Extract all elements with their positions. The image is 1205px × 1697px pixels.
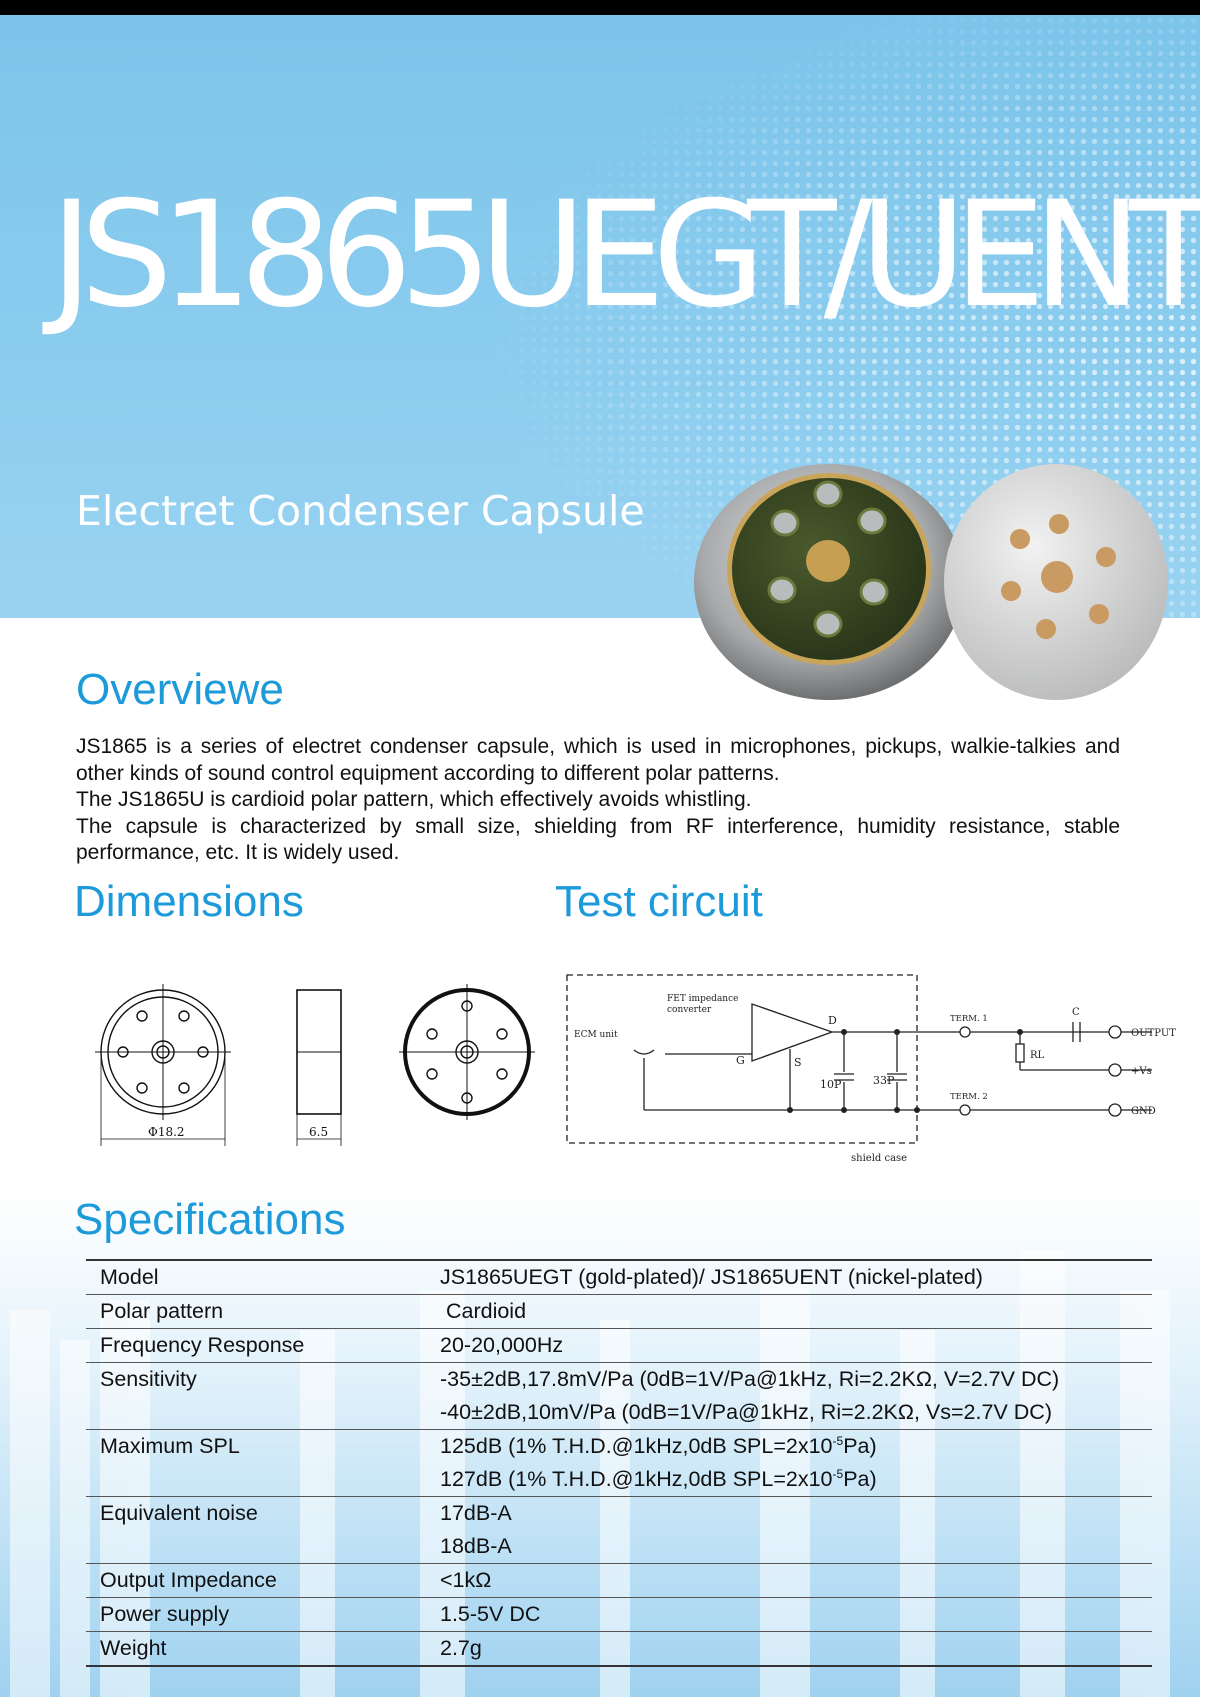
vs-label: +Vs [1131, 1066, 1152, 1077]
table-row [86, 1632, 1152, 1665]
spec-value-line: <1kΩ [440, 1568, 492, 1592]
source-label: S [794, 1056, 802, 1069]
spec-value-line: 17dB-A [440, 1501, 512, 1525]
test-circuit-diagram [560, 964, 1176, 1174]
dimensions-heading: Dimensions [74, 877, 304, 926]
spec-value-line: JS1865UEGT (gold-plated)/ JS1865UENT (nickel-plated) [440, 1265, 983, 1289]
cap-10p-label: 10P [820, 1078, 842, 1091]
spec-value-line: Cardioid [440, 1299, 527, 1323]
overview-paragraph: The capsule is characterized by small size, shielding from RF interference, humidity resistance, stable performance, etc. It is widely used. [76, 814, 1120, 864]
converter-label: converter [667, 1005, 712, 1015]
spl-text: 125dB (1% T.H.D.@1kHz,0dB SPL=2x10 [440, 1434, 833, 1458]
spl-unit: Pa) [843, 1467, 877, 1491]
spec-value-line: 18dB-A [440, 1534, 512, 1558]
shield-label: shield case [851, 1153, 908, 1164]
spec-value [440, 1598, 1152, 1631]
overview-text [76, 734, 1120, 867]
ecm-label: ECM unit [574, 1030, 618, 1040]
cap-33p-label: 33P [873, 1074, 895, 1087]
table-row [86, 1295, 1152, 1329]
specifications-heading: Specifications [74, 1195, 346, 1244]
product-subtitle: Electret Condenser Capsule [76, 487, 645, 535]
table-row [86, 1430, 1152, 1497]
diameter-label: Φ18.2 [148, 1125, 185, 1139]
drain-label: D [828, 1014, 837, 1027]
spec-value [440, 1363, 1152, 1429]
table-row [86, 1564, 1152, 1598]
spl-exponent: -5 [832, 1467, 844, 1481]
overview-heading: Overviewe [76, 665, 284, 714]
table-row [86, 1497, 1152, 1564]
top-black-bar [0, 0, 1200, 15]
spec-value-line: 1.5-5V DC [440, 1602, 541, 1626]
table-row [86, 1363, 1152, 1430]
table-row [86, 1329, 1152, 1363]
term1-label: TERM. 1 [950, 1014, 988, 1024]
spec-value-line: -40±2dB,10mV/Pa (0dB=1V/Pa@1kHz, Ri=2.2KΩ, Vs=2.7V DC) [440, 1400, 1052, 1424]
spec-value [440, 1632, 1152, 1665]
spec-value-line [440, 1463, 1152, 1496]
spec-value [440, 1564, 1152, 1597]
table-row [86, 1261, 1152, 1295]
spec-value [440, 1497, 1152, 1563]
capsule-photo [694, 464, 1194, 704]
height-label: 6.5 [309, 1125, 329, 1139]
spec-value-line: 2.7g [440, 1636, 482, 1660]
spl-text: 127dB (1% T.H.D.@1kHz,0dB SPL=2x10 [440, 1467, 833, 1491]
product-title: JS1865UEGT/UENT [50, 170, 1205, 340]
gate-label: G [736, 1054, 745, 1067]
spec-value-line: -35±2dB,17.8mV/Pa (0dB=1V/Pa@1kHz, Ri=2.2KΩ, V=2.7V DC) [440, 1367, 1060, 1391]
spec-value-line [440, 1430, 1152, 1463]
spec-label: Output Impedance [100, 1568, 277, 1592]
term2-label: TERM. 2 [950, 1092, 988, 1102]
spec-label: Sensitivity [100, 1367, 197, 1391]
spec-label: Maximum SPL [100, 1434, 240, 1458]
spec-label: Equivalent noise [100, 1501, 258, 1525]
overview-paragraph: JS1865 is a series of electret condenser capsule, which is used in microphones, pickups, walkie-talkies and other kinds of sound control equipment according to different polar patterns. [76, 735, 1120, 785]
table-row [86, 1598, 1152, 1632]
spec-value-line: 20-20,000Hz [440, 1333, 564, 1357]
fet-label: FET impedance [667, 994, 739, 1004]
spec-label: Weight [100, 1636, 167, 1660]
rl-label: RL [1030, 1050, 1045, 1061]
spec-value [440, 1430, 1152, 1496]
spl-unit: Pa) [843, 1434, 877, 1458]
spec-label: Model [100, 1265, 159, 1289]
spec-value [440, 1295, 1152, 1328]
specifications-table [86, 1259, 1152, 1667]
spec-label: Power supply [100, 1602, 230, 1626]
c-label: C [1072, 1007, 1080, 1018]
dimension-drawing [90, 978, 540, 1148]
spl-exponent: -5 [832, 1434, 844, 1448]
spec-label: Frequency Response [100, 1333, 305, 1357]
test-circuit-heading: Test circuit [555, 877, 763, 926]
spec-label: Polar pattern [100, 1299, 224, 1323]
spec-value [440, 1261, 1152, 1294]
gnd-label: GND [1131, 1106, 1156, 1117]
spec-value [440, 1329, 1152, 1362]
overview-paragraph: The JS1865U is cardioid polar pattern, which effectively avoids whistling. [76, 788, 752, 811]
output-label: OUTPUT [1131, 1028, 1176, 1039]
